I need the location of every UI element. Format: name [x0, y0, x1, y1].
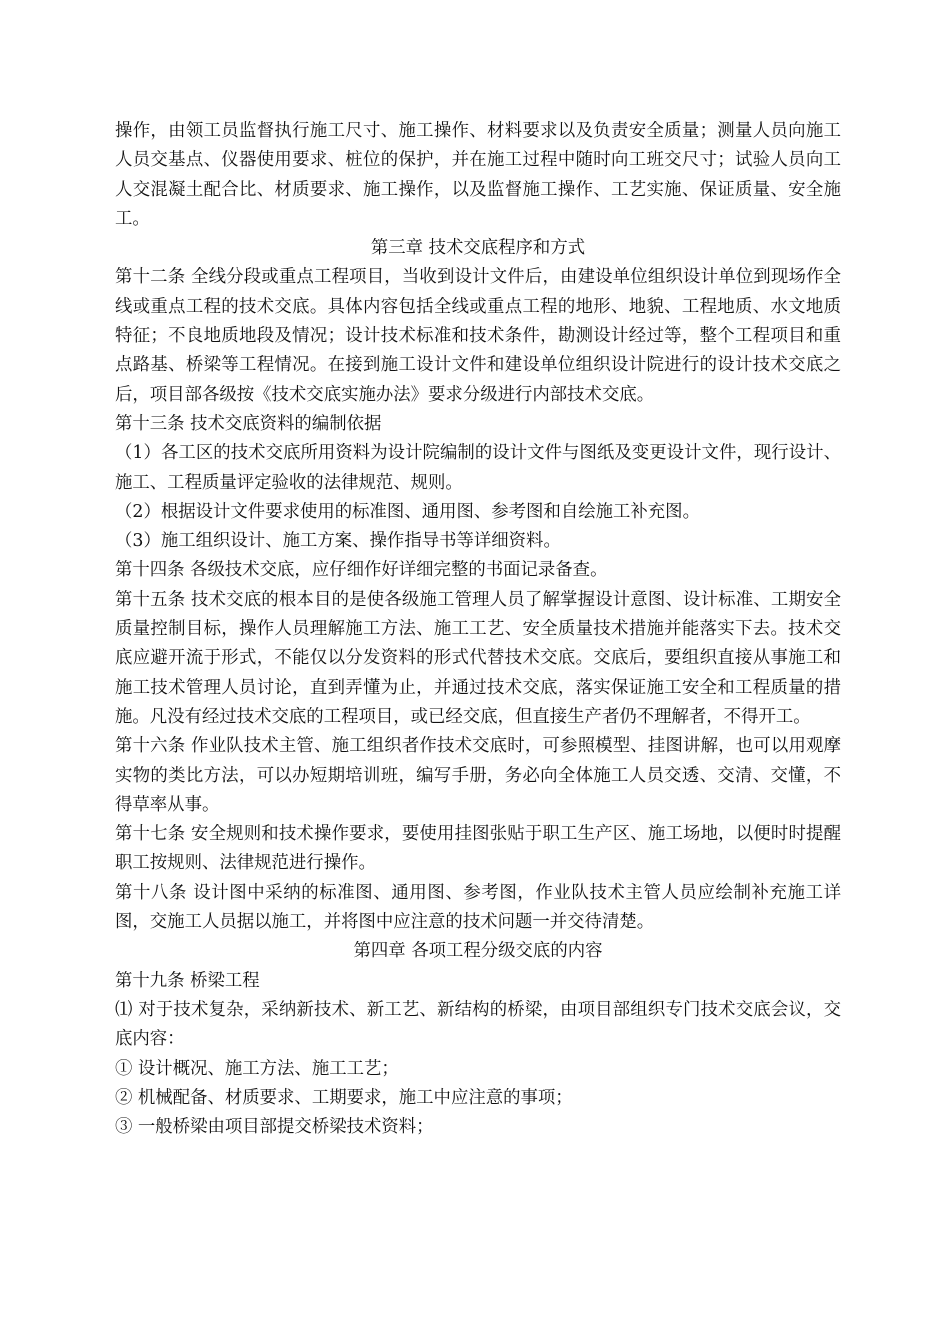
article-16: 第十六条 作业队技术主管、施工组织者作技术交底时，可参照模型、挂图讲解，也可以用观摩实物的类比方法，可以办短期培训班，编写手册，务必向全体施工人员交透、交清、交懂，不得草率从事。: [115, 736, 841, 815]
article-14: 第十四条 各级技术交底，应仔细作好详细完整的书面记录备查。: [115, 560, 608, 581]
chapter-4-heading: 第四章 各项工程分级交底的内容: [353, 941, 603, 962]
article-19-subitem-3: ③ 一般桥梁由项目部提交桥梁技术资料；: [115, 1117, 434, 1138]
article-18: 第十八条 设计图中采纳的标准图、通用图、参考图，作业队技术主管人员应绘制补充施工详图，交施工人员据以施工，并将图中应注意的技术问题一并交待清楚。: [115, 882, 841, 933]
article-13: 第十三条 技术交底资料的编制依据: [115, 413, 382, 434]
article-12: 第十二条 全线分段或重点工程项目，当收到设计文件后，由建设单位组织设计单位到现场作全线或重点工程的技术交底。具体内容包括全线或重点工程的地形、地貌、工程地质、水文地质特征；不良地质地段及情况；设计技术标准和技术条件，勘测设计经过等，整个工程项目和重点路基、桥梁等工程情况。在接到施工设计文件和建设单位组织设计院进行的设计技术交底之后，项目部各级按《技术交底实施办法》要求分级进行内部技术交底。: [115, 267, 841, 405]
article-17: 第十七条 安全规则和技术操作要求，要使用挂图张贴于职工生产区、施工场地，以便时时提醒职工按规则、法律规范进行操作。: [115, 824, 841, 874]
article-13-item-2: （2）根据设计文件要求使用的标准图、通用图、参考图和自绘施工补充图。: [115, 501, 700, 522]
article-13-item-1: （1）各工区的技术交底所用资料为设计院编制的设计文件与图纸及变更设计文件，现行设计、施工、工程质量评定验收的法律规范、规则。: [115, 443, 841, 493]
article-19-item-1: ⑴ 对于技术复杂，采纳新技术、新工艺、新结构的桥梁，由项目部组织专门技术交底会议，交底内容：: [115, 999, 841, 1050]
article-13-item-3: （3）施工组织设计、施工方案、操作指导书等详细资料。: [115, 531, 561, 552]
article-19-subitem-2: ② 机械配备、材质要求、工期要求，施工中应注意的事项；: [115, 1087, 573, 1108]
document-body: [115, 117, 841, 1142]
article-15: 第十五条 技术交底的根本目的是使各级施工管理人员了解掌握设计意图、设计标准、工期安全质量控制目标，操作人员理解施工方法、施工工艺、安全质量技术措施并能落实下去。技术交底应避开流于形式，不能仅以分发资料的形式代替技术交底。交底后，要组织直接从事施工和施工技术管理人员讨论，直到弄懂为止，并通过技术交底，落实保证施工安全和工程质量的措施。凡没有经过技术交底的工程项目，或已经交底，但直接生产者仍不理解者，不得开工。: [115, 589, 841, 727]
article-19: 第十九条 桥梁工程: [115, 970, 260, 991]
chapter-3-heading: 第三章 技术交底程序和方式: [370, 238, 586, 259]
paragraph-intro: 操作，由领工员监督执行施工尺寸、施工操作、材料要求以及负责安全质量；测量人员向施工人员交基点、仪器使用要求、桩位的保护，并在施工过程中随时向工班交尺寸；试验人员向工人交混凝土配合比、材质要求、施工操作，以及监督施工操作、工艺实施、保证质量、安全施工。: [115, 121, 841, 229]
article-19-subitem-1: ① 设计概况、施工方法、施工工艺；: [115, 1058, 399, 1079]
